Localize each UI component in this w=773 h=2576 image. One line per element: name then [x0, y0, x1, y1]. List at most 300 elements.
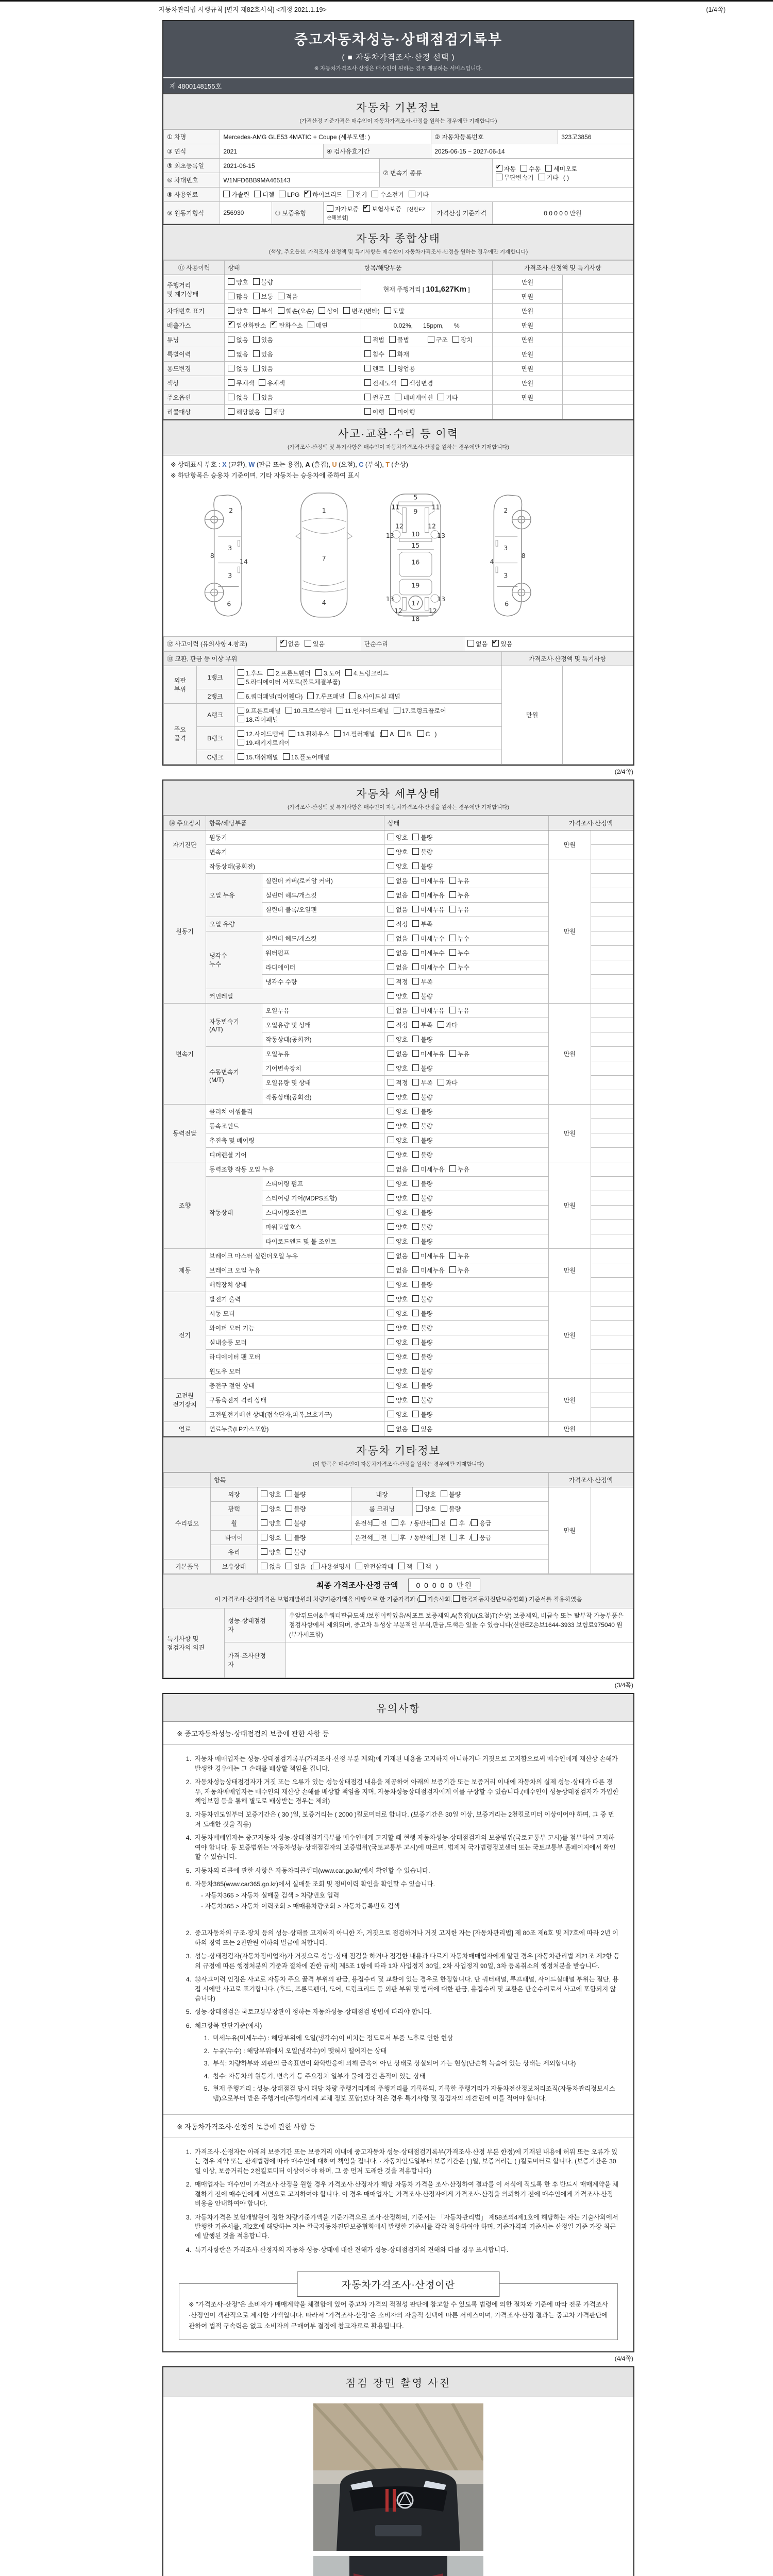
checkbox-icon[interactable]: [259, 379, 265, 386]
checkbox-icon[interactable]: [285, 1505, 292, 1512]
checkbox-전[interactable]: 전: [373, 1519, 387, 1528]
checkbox-16.플로어패널[interactable]: 16.플로어패널: [283, 753, 330, 761]
checkbox-icon[interactable]: [398, 1563, 405, 1569]
checkbox-누유[interactable]: 누유: [449, 1165, 469, 1174]
checkbox-icon[interactable]: [449, 906, 456, 912]
checkbox-2.프론트휀더[interactable]: 2.프론트휀더: [267, 669, 311, 677]
checkbox-한국자동차진단보증협회[interactable]: 한국자동차진단보증협회: [453, 1595, 524, 1603]
checkbox-없음[interactable]: 없음: [228, 335, 248, 344]
checkbox-icon[interactable]: [412, 920, 419, 927]
checkbox-icon[interactable]: [412, 906, 419, 912]
checkbox-icon[interactable]: [432, 1519, 439, 1526]
checkbox-icon[interactable]: [238, 739, 244, 745]
checkbox-icon[interactable]: [388, 1382, 394, 1388]
checkbox-미세누수[interactable]: 미세누수: [412, 963, 444, 972]
checkbox-icon[interactable]: [307, 692, 314, 699]
checkbox-미세누수[interactable]: 미세누수: [412, 948, 444, 957]
checkbox-icon[interactable]: [419, 1595, 426, 1602]
checkbox-양호[interactable]: 양호: [261, 1490, 281, 1499]
checkbox-icon[interactable]: [253, 336, 260, 343]
checkbox-양호[interactable]: 양호: [388, 1107, 408, 1116]
checkbox-icon[interactable]: [545, 165, 552, 172]
checkbox-icon[interactable]: [267, 669, 274, 676]
checkbox-많음[interactable]: 많음: [228, 292, 248, 301]
checkbox-icon[interactable]: [280, 640, 287, 647]
checkbox-icon[interactable]: [228, 321, 234, 328]
checkbox-미세누수[interactable]: 미세누수: [412, 934, 444, 943]
checkbox-icon[interactable]: [388, 1093, 394, 1100]
checkbox-무채색[interactable]: 무채색: [228, 379, 254, 387]
checkbox-icon[interactable]: [471, 1519, 478, 1526]
checkbox-icon[interactable]: [388, 1151, 394, 1158]
checkbox-icon[interactable]: [285, 1519, 292, 1526]
checkbox-1.후드[interactable]: 1.후드: [238, 669, 263, 677]
checkbox-icon[interactable]: [412, 1425, 419, 1432]
checkbox-icon[interactable]: [388, 1367, 394, 1374]
checkbox-불량[interactable]: 불량: [285, 1504, 306, 1513]
checkbox-icon[interactable]: [412, 1223, 419, 1230]
checkbox-icon[interactable]: [449, 1252, 456, 1259]
checkbox-미세누유[interactable]: 미세누유: [412, 905, 444, 914]
checkbox-icon[interactable]: [388, 1209, 394, 1215]
checkbox-icon[interactable]: [452, 336, 459, 343]
checkbox-icon[interactable]: [453, 1595, 460, 1602]
checkbox-icon[interactable]: [449, 1007, 456, 1013]
checkbox-부족[interactable]: 부족: [412, 920, 432, 928]
checkbox-불량[interactable]: 불량: [285, 1519, 306, 1528]
checkbox-icon[interactable]: [388, 1180, 394, 1187]
checkbox-불량[interactable]: 불량: [441, 1504, 461, 1513]
checkbox-icon[interactable]: [395, 394, 401, 400]
checkbox-icon[interactable]: [261, 1519, 267, 1526]
checkbox-세미오토[interactable]: 세미오토: [545, 164, 577, 173]
checkbox-있음[interactable]: 있음: [305, 639, 325, 648]
checkbox-전[interactable]: 전: [432, 1533, 446, 1542]
checkbox-도말[interactable]: 도말: [384, 307, 405, 315]
checkbox-양호[interactable]: 양호: [388, 1367, 408, 1376]
checkbox-icon[interactable]: [388, 1295, 394, 1302]
checkbox-icon[interactable]: [412, 834, 419, 840]
checkbox-icon[interactable]: [388, 992, 394, 999]
checkbox-icon[interactable]: [253, 307, 260, 314]
checkbox-icon[interactable]: [388, 1021, 394, 1028]
checkbox-불량[interactable]: 불량: [412, 848, 432, 856]
checkbox-icon[interactable]: [356, 1563, 362, 1569]
checkbox-icon[interactable]: [384, 307, 391, 314]
checkbox-불량[interactable]: 불량: [253, 278, 273, 286]
checkbox-불량[interactable]: 불량: [412, 1396, 432, 1404]
checkbox-12.사이드멤버[interactable]: 12.사이드멤버: [238, 730, 284, 738]
checkbox-icon[interactable]: [238, 753, 244, 760]
checkbox-icon[interactable]: [496, 165, 502, 172]
checkbox-icon[interactable]: [388, 1310, 394, 1316]
checkbox-양호[interactable]: 양호: [388, 1208, 408, 1217]
checkbox-불량[interactable]: 불량: [412, 1381, 432, 1390]
checkbox-icon[interactable]: [265, 408, 272, 415]
checkbox-icon[interactable]: [254, 191, 261, 197]
checkbox-icon[interactable]: [313, 1563, 320, 1569]
checkbox-icon[interactable]: [441, 1490, 447, 1497]
checkbox-8.사이드실 패널[interactable]: 8.사이드실 패널: [349, 692, 400, 701]
checkbox-양호[interactable]: 양호: [261, 1533, 281, 1542]
checkbox-icon[interactable]: [238, 669, 244, 676]
checkbox-icon[interactable]: [449, 949, 456, 956]
checkbox-icon[interactable]: [238, 692, 244, 699]
checkbox-icon[interactable]: [392, 1519, 398, 1526]
checkbox-불량[interactable]: 불량: [412, 1338, 432, 1347]
checkbox-6.쿼더패널(리어휀다)[interactable]: 6.쿼더패널(리어휀다): [238, 692, 303, 701]
checkbox-icon[interactable]: [496, 174, 502, 180]
checkbox-icon[interactable]: [285, 1548, 292, 1555]
checkbox-불량[interactable]: 불량: [285, 1533, 306, 1542]
checkbox-icon[interactable]: [412, 1338, 419, 1345]
checkbox-icon[interactable]: [285, 1563, 292, 1569]
checkbox-icon[interactable]: [304, 191, 311, 197]
checkbox-양호[interactable]: 양호: [388, 1410, 408, 1419]
checkbox-icon[interactable]: [449, 935, 456, 941]
checkbox-icon[interactable]: [388, 891, 394, 898]
checkbox-icon[interactable]: [283, 753, 290, 760]
checkbox-양호[interactable]: 양호: [388, 1179, 408, 1188]
checkbox-icon[interactable]: [261, 1548, 267, 1555]
checkbox-18.리어패널[interactable]: 18.리어패널: [238, 715, 278, 724]
checkbox-icon[interactable]: [228, 278, 234, 285]
checkbox-불량[interactable]: 불량: [412, 1223, 432, 1231]
checkbox-없음[interactable]: 없음: [261, 1562, 281, 1571]
checkbox-장치[interactable]: 장치: [452, 335, 473, 344]
checkbox-B,[interactable]: B,: [398, 730, 412, 738]
checkbox-있음[interactable]: 있음: [253, 364, 273, 373]
checkbox-없음[interactable]: 없음: [228, 393, 248, 402]
checkbox-icon[interactable]: [334, 730, 341, 737]
checkbox-기타[interactable]: 기타: [438, 393, 458, 402]
checkbox-icon[interactable]: [388, 1238, 394, 1244]
checkbox-icon[interactable]: [228, 336, 234, 343]
checkbox-icon[interactable]: [412, 1238, 419, 1244]
checkbox-영업용[interactable]: 영업용: [389, 364, 415, 373]
checkbox-디젤[interactable]: 디젤: [254, 190, 274, 199]
checkbox-icon[interactable]: [450, 1534, 457, 1540]
checkbox-7.루프패널[interactable]: 7.루프패널: [307, 692, 344, 701]
checkbox-양호[interactable]: 양호: [388, 1338, 408, 1347]
checkbox-icon[interactable]: [388, 963, 394, 970]
checkbox-icon[interactable]: [441, 1505, 447, 1512]
checkbox-icon[interactable]: [412, 1137, 419, 1143]
checkbox-양호[interactable]: 양호: [388, 1194, 408, 1202]
checkbox-불량[interactable]: 불량: [412, 1367, 432, 1376]
checkbox-양호[interactable]: 양호: [261, 1548, 281, 1556]
checkbox-LPG[interactable]: LPG: [279, 191, 299, 198]
checkbox-양호[interactable]: 양호: [388, 1150, 408, 1159]
checkbox-없음[interactable]: 없음: [388, 891, 408, 900]
checkbox-icon[interactable]: [412, 963, 419, 970]
checkbox-icon[interactable]: [318, 307, 325, 314]
checkbox-있음[interactable]: ✔ 있음: [492, 639, 512, 648]
checkbox-icon[interactable]: [315, 669, 322, 676]
checkbox-양호[interactable]: 양호: [388, 1295, 408, 1303]
checkbox-과다[interactable]: 과다: [438, 1078, 458, 1087]
checkbox-icon[interactable]: [412, 1411, 419, 1417]
checkbox-icon[interactable]: [364, 379, 371, 386]
checkbox-icon[interactable]: [253, 350, 260, 357]
checkbox-icon[interactable]: [412, 992, 419, 999]
checkbox-icon[interactable]: [412, 1382, 419, 1388]
checkbox-icon[interactable]: [412, 862, 419, 869]
checkbox-icon[interactable]: [337, 707, 343, 714]
checkbox-탄화수소[interactable]: ✔ 탄화수소: [271, 321, 303, 330]
checkbox-icon[interactable]: [432, 1534, 439, 1540]
checkbox-icon[interactable]: [412, 1367, 419, 1374]
checkbox-양호[interactable]: 양호: [416, 1504, 436, 1513]
checkbox-icon[interactable]: [412, 1050, 419, 1057]
checkbox-전기[interactable]: 전기: [347, 190, 367, 199]
checkbox-icon[interactable]: [343, 307, 350, 314]
checkbox-없음[interactable]: 없음: [228, 364, 248, 373]
checkbox-미세누유[interactable]: 미세누유: [412, 1006, 444, 1015]
checkbox-무단변속기[interactable]: 무단변속기: [496, 173, 534, 182]
checkbox-icon[interactable]: [412, 1310, 419, 1316]
checkbox-icon[interactable]: [388, 1353, 394, 1360]
checkbox-icon[interactable]: [388, 1266, 394, 1273]
checkbox-네비게이션[interactable]: 네비게이션: [395, 393, 433, 402]
checkbox-불량[interactable]: 불량: [412, 862, 432, 871]
checkbox-icon[interactable]: [412, 848, 419, 855]
checkbox-icon[interactable]: [412, 1165, 419, 1172]
checkbox-icon[interactable]: [253, 365, 260, 371]
checkbox-양호[interactable]: 양호: [388, 992, 408, 1001]
checkbox-있음[interactable]: 있음: [412, 1425, 432, 1433]
checkbox-양호[interactable]: 양호: [388, 1223, 408, 1231]
checkbox-없음[interactable]: 없음: [388, 1049, 408, 1058]
checkbox-5.라디에이터 서포트(볼트체결부품)[interactable]: 5.라디에이터 서포트(볼트체결부품): [238, 677, 341, 686]
checkbox-자동[interactable]: ✔자동: [496, 164, 516, 173]
checkbox-icon[interactable]: [412, 1108, 419, 1114]
checkbox-icon[interactable]: [347, 191, 354, 197]
checkbox-부족[interactable]: 부족: [412, 1021, 432, 1029]
checkbox-있음[interactable]: 있음: [253, 335, 273, 344]
checkbox-icon[interactable]: [261, 1563, 267, 1569]
checkbox-icon[interactable]: [388, 920, 394, 927]
checkbox-양호[interactable]: 양호: [388, 1309, 408, 1318]
checkbox-13.휠하우스[interactable]: 13.휠하우스: [289, 730, 329, 738]
checkbox-없음[interactable]: 없음: [388, 948, 408, 957]
checkbox-적정[interactable]: 적정: [388, 1021, 408, 1029]
checkbox-icon[interactable]: [388, 1036, 394, 1042]
checkbox-icon[interactable]: [467, 640, 474, 647]
checkbox-icon[interactable]: [428, 336, 434, 343]
checkbox-icon[interactable]: [438, 1021, 444, 1028]
checkbox-부족[interactable]: 부족: [412, 1078, 432, 1087]
checkbox-해당없음[interactable]: 해당없음: [228, 408, 260, 416]
checkbox-화재[interactable]: 화재: [389, 350, 409, 359]
checkbox-양호[interactable]: 양호: [228, 307, 248, 315]
checkbox-보험사보증[interactable]: ✔ 보험사보증: [363, 205, 401, 213]
checkbox-9.프론트패널[interactable]: 9.프론트패널: [238, 706, 281, 715]
checkbox-불량[interactable]: 불량: [412, 1410, 432, 1419]
checkbox-icon[interactable]: [388, 1425, 394, 1432]
checkbox-누유[interactable]: 누유: [449, 1251, 469, 1260]
checkbox-가솔린[interactable]: 가솔린: [223, 190, 249, 199]
checkbox-수동[interactable]: 수동: [520, 164, 541, 173]
checkbox-누유[interactable]: 누유: [449, 891, 469, 900]
checkbox-icon[interactable]: [388, 1122, 394, 1129]
checkbox-icon[interactable]: [388, 1223, 394, 1230]
checkbox-icon[interactable]: [373, 1519, 379, 1526]
checkbox-누유[interactable]: 누유: [449, 876, 469, 885]
checkbox-전체도색[interactable]: 전체도색: [364, 379, 396, 387]
checkbox-없음[interactable]: 없음: [467, 639, 488, 648]
checkbox-icon[interactable]: [388, 1165, 394, 1172]
checkbox-icon[interactable]: [388, 1050, 394, 1057]
checkbox-icon[interactable]: [223, 191, 230, 197]
checkbox-사용설명서[interactable]: 사용설명서: [313, 1562, 351, 1571]
checkbox-icon[interactable]: [228, 408, 234, 415]
checkbox-icon[interactable]: [388, 848, 394, 855]
checkbox-양호[interactable]: 양호: [388, 1122, 408, 1130]
checkbox-양호[interactable]: 양호: [388, 833, 408, 842]
checkbox-10.크로스멤버[interactable]: 10.크로스멤버: [285, 706, 332, 715]
checkbox-icon[interactable]: [412, 1180, 419, 1187]
checkbox-불량[interactable]: 불량: [412, 1064, 432, 1073]
checkbox-불량[interactable]: 불량: [412, 1179, 432, 1188]
checkbox-icon[interactable]: [388, 1411, 394, 1417]
checkbox-icon[interactable]: [412, 1007, 419, 1013]
checkbox-잭[interactable]: 잭: [417, 1562, 431, 1571]
checkbox-적법[interactable]: 적법: [364, 335, 384, 344]
checkbox-icon[interactable]: [388, 978, 394, 985]
checkbox-icon[interactable]: [308, 321, 314, 328]
checkbox-icon[interactable]: [471, 1534, 478, 1540]
checkbox-icon[interactable]: [412, 1295, 419, 1302]
checkbox-응급[interactable]: 응급: [471, 1519, 491, 1528]
checkbox-icon[interactable]: [364, 394, 371, 400]
checkbox-A[interactable]: A: [381, 730, 394, 738]
checkbox-icon[interactable]: [412, 1324, 419, 1331]
checkbox-불법[interactable]: 불법: [389, 335, 409, 344]
checkbox-부족[interactable]: 부족: [412, 977, 432, 986]
checkbox-icon[interactable]: [412, 935, 419, 941]
checkbox-적음[interactable]: 적음: [278, 292, 298, 301]
checkbox-icon[interactable]: [388, 906, 394, 912]
checkbox-양호[interactable]: 양호: [388, 1396, 408, 1404]
checkbox-icon[interactable]: [228, 307, 234, 314]
checkbox-미세누유[interactable]: 미세누유: [412, 891, 444, 900]
checkbox-icon[interactable]: [412, 1036, 419, 1042]
checkbox-11.인사이드패널[interactable]: 11.인사이드패널: [337, 706, 389, 715]
checkbox-icon[interactable]: [417, 1563, 424, 1569]
checkbox-icon[interactable]: [238, 678, 244, 685]
checkbox-icon[interactable]: [401, 379, 408, 386]
checkbox-없음[interactable]: 없음: [388, 905, 408, 914]
checkbox-icon[interactable]: [285, 1534, 292, 1540]
checkbox-icon[interactable]: [261, 1534, 267, 1540]
checkbox-icon[interactable]: [412, 1194, 419, 1201]
checkbox-icon[interactable]: [238, 730, 244, 737]
checkbox-3.도어[interactable]: 3.도어: [315, 669, 341, 677]
checkbox-수소전기[interactable]: 수소전기: [372, 190, 404, 199]
checkbox-icon[interactable]: [388, 1137, 394, 1143]
checkbox-미이행[interactable]: 미이행: [389, 408, 415, 416]
checkbox-icon[interactable]: [389, 336, 396, 343]
checkbox-불량[interactable]: 불량: [412, 1150, 432, 1159]
checkbox-불량[interactable]: 불량: [412, 833, 432, 842]
checkbox-없음[interactable]: 없음: [388, 1165, 408, 1174]
checkbox-icon[interactable]: [412, 1396, 419, 1403]
checkbox-없음[interactable]: 없음: [388, 1425, 408, 1433]
checkbox-양호[interactable]: 양호: [388, 1237, 408, 1246]
checkbox-있음[interactable]: 있음: [285, 1562, 306, 1571]
checkbox-없음[interactable]: 없음: [388, 934, 408, 943]
checkbox-4.트렁크리드[interactable]: 4.트렁크리드: [345, 669, 389, 677]
checkbox-14.필러패널[interactable]: 14.필러패널: [334, 730, 375, 738]
checkbox-잭[interactable]: 잭: [398, 1562, 413, 1571]
checkbox-불량[interactable]: 불량: [412, 1107, 432, 1116]
checkbox-적정[interactable]: 적정: [388, 1078, 408, 1087]
checkbox-icon[interactable]: [388, 1281, 394, 1287]
checkbox-불량[interactable]: 불량: [412, 1352, 432, 1361]
checkbox-없음[interactable]: 없음: [388, 1266, 408, 1275]
checkbox-불량[interactable]: 불량: [412, 1035, 432, 1044]
checkbox-이행[interactable]: 이행: [364, 408, 384, 416]
checkbox-양호[interactable]: 양호: [388, 848, 408, 856]
checkbox-기술사회,[interactable]: 기술사회,: [419, 1595, 452, 1603]
checkbox-미세누유[interactable]: 미세누유: [412, 1251, 444, 1260]
checkbox-양호[interactable]: 양호: [388, 1352, 408, 1361]
checkbox-icon[interactable]: [261, 1490, 267, 1497]
checkbox-훼손(오손)[interactable]: 훼손(오손): [278, 307, 314, 315]
checkbox-전[interactable]: 전: [373, 1533, 387, 1542]
checkbox-불량[interactable]: 불량: [412, 1237, 432, 1246]
checkbox-icon[interactable]: [285, 1490, 292, 1497]
checkbox-양호[interactable]: 양호: [388, 862, 408, 871]
checkbox-누수[interactable]: 누수: [449, 963, 469, 972]
checkbox-icon[interactable]: [363, 205, 370, 212]
checkbox-icon[interactable]: [271, 321, 277, 328]
checkbox-icon[interactable]: [278, 307, 284, 314]
checkbox-icon[interactable]: [417, 730, 424, 737]
checkbox-icon[interactable]: [388, 862, 394, 869]
checkbox-없음[interactable]: 없음: [228, 350, 248, 359]
checkbox-icon[interactable]: [412, 1281, 419, 1287]
checkbox-누유[interactable]: 누유: [449, 1006, 469, 1015]
checkbox-icon[interactable]: [364, 408, 371, 415]
checkbox-없음[interactable]: ✔ 없음: [280, 639, 300, 648]
checkbox-icon[interactable]: [279, 191, 285, 197]
checkbox-렌트[interactable]: 렌트: [364, 364, 384, 373]
checkbox-후[interactable]: 후: [392, 1533, 406, 1542]
checkbox-icon[interactable]: [438, 1079, 444, 1086]
checkbox-15.대쉬패널[interactable]: 15.대쉬패널: [238, 753, 278, 761]
checkbox-icon[interactable]: [412, 1122, 419, 1129]
checkbox-icon[interactable]: [449, 877, 456, 884]
checkbox-icon[interactable]: [228, 293, 234, 299]
checkbox-기타[interactable]: 기타: [539, 173, 559, 182]
checkbox-icon[interactable]: [449, 891, 456, 898]
checkbox-icon[interactable]: [412, 891, 419, 898]
checkbox-icon[interactable]: [388, 949, 394, 956]
checkbox-icon[interactable]: [345, 669, 352, 676]
checkbox-불량[interactable]: 불량: [285, 1548, 306, 1556]
checkbox-icon[interactable]: [228, 350, 234, 357]
checkbox-누수[interactable]: 누수: [449, 948, 469, 957]
checkbox-icon[interactable]: [253, 293, 260, 299]
checkbox-양호[interactable]: 양호: [388, 1324, 408, 1332]
checkbox-후[interactable]: 후: [392, 1519, 406, 1528]
checkbox-icon[interactable]: [449, 1165, 456, 1172]
checkbox-icon[interactable]: [412, 1353, 419, 1360]
checkbox-icon[interactable]: [520, 165, 527, 172]
checkbox-불량[interactable]: 불량: [412, 1122, 432, 1130]
